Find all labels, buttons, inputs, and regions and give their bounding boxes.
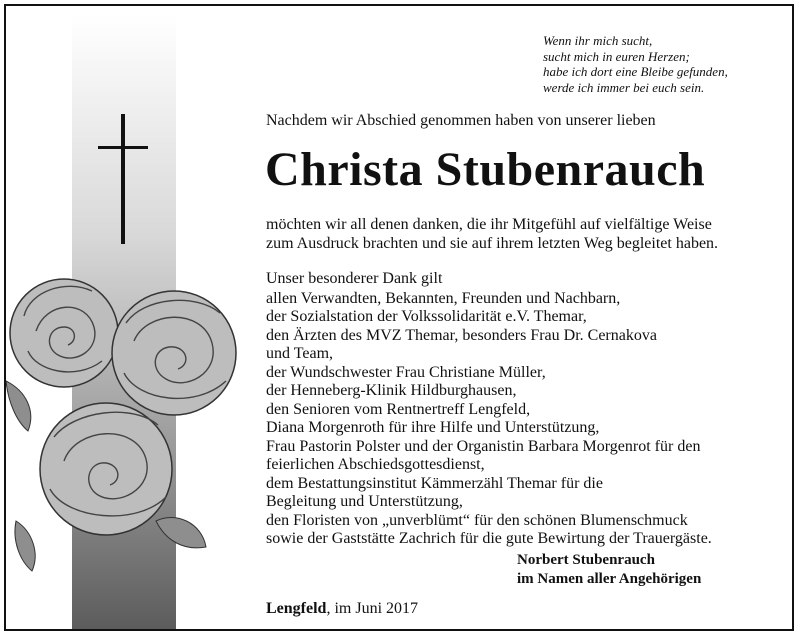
place-date xyxy=(266,600,418,618)
special-thanks-line: Frau Pastorin Polster und der Organistin Barbara Morgenrot für den xyxy=(266,437,701,455)
special-thanks-line: dem Bestattungsinstitut Kämmerzähl Themar für die xyxy=(266,474,603,492)
obituary-notice xyxy=(4,4,794,631)
poem-verse xyxy=(543,33,728,95)
poem-line: sucht mich in euren Herzen; xyxy=(543,48,690,64)
cross-icon xyxy=(121,114,125,244)
special-thanks-list xyxy=(266,270,712,549)
poem-line: werde ich immer bei euch sein. xyxy=(543,79,705,95)
date-text: , im Juni 2017 xyxy=(326,600,419,617)
special-thanks-line: feierlichen Abschiedsgottesdienst, xyxy=(266,456,485,473)
special-thanks-line: den Ärzten des MVZ Themar, besonders Frau Dr. Cernakova xyxy=(266,326,657,344)
special-thanks-heading: Unser besonderer Dank gilt xyxy=(266,270,443,287)
special-thanks-line: und Team, xyxy=(266,345,334,362)
poem-line: Wenn ihr mich sucht, xyxy=(543,33,653,48)
place-name: Lengfeld xyxy=(266,600,327,617)
intro-text: Nachdem wir Abschied genommen haben von unserer lieben xyxy=(266,112,656,129)
special-thanks-line: der Henneberg-Klinik Hildburghausen, xyxy=(266,382,517,399)
thanks-paragraph xyxy=(266,216,718,253)
special-thanks-line: sowie der Gaststätte Zachrich für die gute Bewirtung der Trauergäste. xyxy=(266,530,712,547)
special-thanks-line: der Wundschwester Frau Christiane Müller, xyxy=(266,363,546,381)
cross-icon-bar xyxy=(98,146,148,149)
thanks-line: möchten wir all denen danken, die ihr Mitgefühl auf vielfältige Weise xyxy=(266,216,712,233)
special-thanks-line: den Senioren vom Rentnertreff Lengfeld, xyxy=(266,400,531,418)
signature-subtitle: im Namen aller Angehörigen xyxy=(517,570,702,587)
signature-name: Norbert Stubenrauch xyxy=(517,552,655,568)
special-thanks-line: der Sozialstation der Volkssolidarität e.V. Themar, xyxy=(266,308,587,325)
special-thanks-line: den Floristen von „unverblümt“ für den schönen Blumenschmuck xyxy=(266,511,688,529)
thanks-line: zum Ausdruck brachten und sie auf ihrem letzten Weg begleitet haben. xyxy=(266,234,719,252)
special-thanks-line: allen Verwandten, Bekannten, Freunden und Nachbarn, xyxy=(266,289,621,307)
special-thanks-line: Diana Morgenroth für ihre Hilfe und Unterstützung, xyxy=(266,419,600,436)
deceased-name: Christa Stubenrauch xyxy=(265,143,706,196)
poem-line: habe ich dort eine Bleibe gefunden, xyxy=(543,64,728,79)
signature-block xyxy=(517,551,701,588)
roses-illustration xyxy=(6,261,246,621)
special-thanks-line: Begleitung und Unterstützung, xyxy=(266,493,463,510)
